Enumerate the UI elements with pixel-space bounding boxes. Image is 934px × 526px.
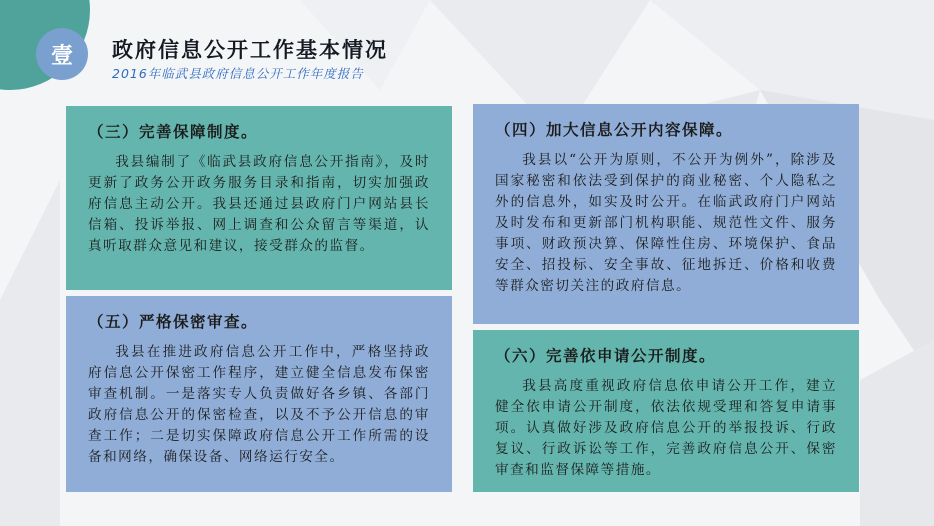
page-title: 政府信息公开工作基本情况 — [112, 38, 388, 62]
panel-heading: （五）严格保密审查。 — [88, 313, 259, 331]
panel-body: 我县高度重视政府信息依申请公开工作，建立健全依申请公开制度，依法依规受理和答复申请事项。认真做好涉及政府信息公开的举报投诉、行政复议、行政诉讼等工作，完善政府信息公开、保密审查和监督保障等措施。 — [495, 378, 837, 478]
panel-confidentiality-review — [66, 296, 452, 492]
panel-body: 我县编制了《临武县政府信息公开指南》，及时更新了政务公开政务服务目录和指南，切实加强政府信息主动公开。我县还通过县政府门户网站县长信箱、投诉举报、网上调查和公众留言等渠道，认真听取群众意见和建议，接受群众的监督。 — [88, 154, 430, 254]
panel-body: 我县以“公开为原则，不公开为例外”，除涉及国家秘密和依法受到保护的商业秘密、个人隐私之外的信息外，如实及时公开。在临武政府门户网站及时发布和更新部门机构职能、规范性文件、服务事项、财政预决算、保障性住房、环境保护、食品安全、招投标、安全事故、征地拆迁、价格和收费等群众密切关注的政府信息。 — [495, 152, 837, 294]
panel-heading: （三）完善保障制度。 — [88, 123, 259, 141]
panel-application-disclosure — [473, 330, 859, 492]
panel-body: 我县在推进政府信息公开工作中，严格坚持政府信息公开保密工作程序，建立健全信息发布保密审查机制。一是落实专人负责做好各乡镇、各部门政府信息公开的保密检查，以及不予公开信息的审查工作；二是切实保障政府信息公开工作所需的设备和网络，确保设备、网络运行安全。 — [88, 344, 430, 465]
panel-heading: （四）加大信息公开内容保障。 — [495, 121, 734, 139]
panel-heading: （六）完善依申请公开制度。 — [495, 347, 717, 365]
page-subtitle: 2016年临武县政府信息公开工作年度报告 — [112, 66, 364, 81]
section-badge: 壹 — [36, 28, 88, 80]
panel-guarantee-system — [66, 106, 452, 290]
panel-content-guarantee — [473, 104, 859, 324]
